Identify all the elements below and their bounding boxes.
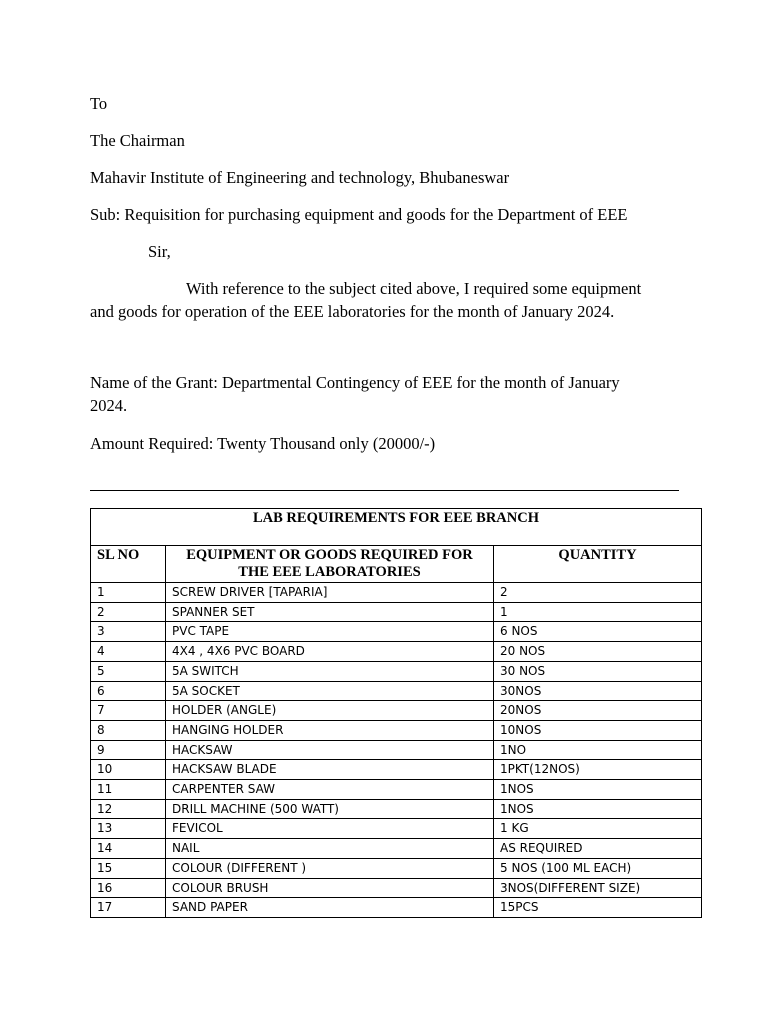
cell-quantity: 5 NOS (100 ML EACH): [494, 858, 702, 878]
table-row: [91, 681, 702, 701]
cell-quantity: 10NOS: [494, 720, 702, 740]
cell-item: HOLDER (ANGLE): [166, 701, 494, 721]
table-row: [91, 622, 702, 642]
cell-sl-no: 17: [91, 898, 166, 918]
table-row: [91, 642, 702, 662]
cell-sl-no: 8: [91, 720, 166, 740]
cell-quantity: 20 NOS: [494, 642, 702, 662]
letter-body-line2: and goods for operation of the EEE laboratories for the month of January 2024.: [90, 302, 615, 321]
cell-sl-no: 3: [91, 622, 166, 642]
letter-to: To: [90, 94, 108, 113]
cell-item: COLOUR BRUSH: [166, 878, 494, 898]
cell-sl-no: 16: [91, 878, 166, 898]
cell-item: 4X4 , 4X6 PVC BOARD: [166, 642, 494, 662]
table-header-row: [91, 546, 702, 583]
horizontal-rule: [90, 490, 679, 491]
table-row: [91, 583, 702, 603]
table-body: [91, 583, 702, 918]
cell-sl-no: 11: [91, 780, 166, 800]
header-sl-no: SL NO: [91, 546, 166, 583]
cell-sl-no: 10: [91, 760, 166, 780]
cell-quantity: 15PCS: [494, 898, 702, 918]
table-row: [91, 720, 702, 740]
letter-recipient: The Chairman: [90, 131, 185, 150]
cell-sl-no: 1: [91, 583, 166, 603]
cell-item: SPANNER SET: [166, 602, 494, 622]
table-row: [91, 701, 702, 721]
letter-grant-line2: 2024.: [90, 396, 128, 415]
cell-item: CARPENTER SAW: [166, 780, 494, 800]
table-row: [91, 740, 702, 760]
cell-quantity: 1NOS: [494, 780, 702, 800]
cell-item: DRILL MACHINE (500 WATT): [166, 799, 494, 819]
letter-amount: Amount Required: Twenty Thousand only (20000/-): [90, 434, 436, 453]
cell-sl-no: 9: [91, 740, 166, 760]
letter-body-line1: With reference to the subject cited above, I required some equipment: [186, 279, 642, 298]
cell-item: 5A SWITCH: [166, 661, 494, 681]
cell-item: HACKSAW: [166, 740, 494, 760]
cell-sl-no: 7: [91, 701, 166, 721]
cell-sl-no: 6: [91, 681, 166, 701]
table-row: [91, 878, 702, 898]
table-title-row: [91, 509, 702, 546]
cell-sl-no: 15: [91, 858, 166, 878]
letter-grant-line1: Name of the Grant: Departmental Contingency of EEE for the month of January: [90, 373, 620, 392]
cell-sl-no: 12: [91, 799, 166, 819]
cell-quantity: 3NOS(DIFFERENT SIZE): [494, 878, 702, 898]
letter-subject: Sub: Requisition for purchasing equipment and goods for the Department of EEE: [90, 205, 628, 224]
cell-quantity: 30 NOS: [494, 661, 702, 681]
table-row: [91, 760, 702, 780]
cell-sl-no: 4: [91, 642, 166, 662]
requirements-table: [90, 508, 702, 918]
table-row: [91, 780, 702, 800]
cell-quantity: 1PKT(12NOS): [494, 760, 702, 780]
cell-item: NAIL: [166, 839, 494, 859]
cell-sl-no: 13: [91, 819, 166, 839]
cell-quantity: AS REQUIRED: [494, 839, 702, 859]
table-title: LAB REQUIREMENTS FOR EEE BRANCH: [91, 509, 702, 546]
cell-item: 5A SOCKET: [166, 681, 494, 701]
cell-quantity: 30NOS: [494, 681, 702, 701]
header-quantity: QUANTITY: [494, 546, 702, 583]
table-row: [91, 661, 702, 681]
cell-item: FEVICOL: [166, 819, 494, 839]
cell-item: HANGING HOLDER: [166, 720, 494, 740]
cell-quantity: 1NO: [494, 740, 702, 760]
cell-item: SAND PAPER: [166, 898, 494, 918]
cell-quantity: 1NOS: [494, 799, 702, 819]
cell-item: HACKSAW BLADE: [166, 760, 494, 780]
cell-quantity: 20NOS: [494, 701, 702, 721]
cell-sl-no: 2: [91, 602, 166, 622]
table-row: [91, 602, 702, 622]
cell-quantity: 6 NOS: [494, 622, 702, 642]
cell-quantity: 1: [494, 602, 702, 622]
letter-institution: Mahavir Institute of Engineering and technology, Bhubaneswar: [90, 168, 510, 187]
table-row: [91, 799, 702, 819]
cell-quantity: 1 KG: [494, 819, 702, 839]
cell-item: PVC TAPE: [166, 622, 494, 642]
cell-item: COLOUR (DIFFERENT ): [166, 858, 494, 878]
header-equipment: EQUIPMENT OR GOODS REQUIRED FOR THE EEE LABORATORIES: [166, 546, 494, 583]
table-row: [91, 819, 702, 839]
cell-item: SCREW DRIVER [TAPARIA]: [166, 583, 494, 603]
cell-sl-no: 5: [91, 661, 166, 681]
table-row: [91, 858, 702, 878]
letter-salutation: Sir,: [148, 242, 171, 261]
table-row: [91, 839, 702, 859]
table-row: [91, 898, 702, 918]
cell-sl-no: 14: [91, 839, 166, 859]
cell-quantity: 2: [494, 583, 702, 603]
